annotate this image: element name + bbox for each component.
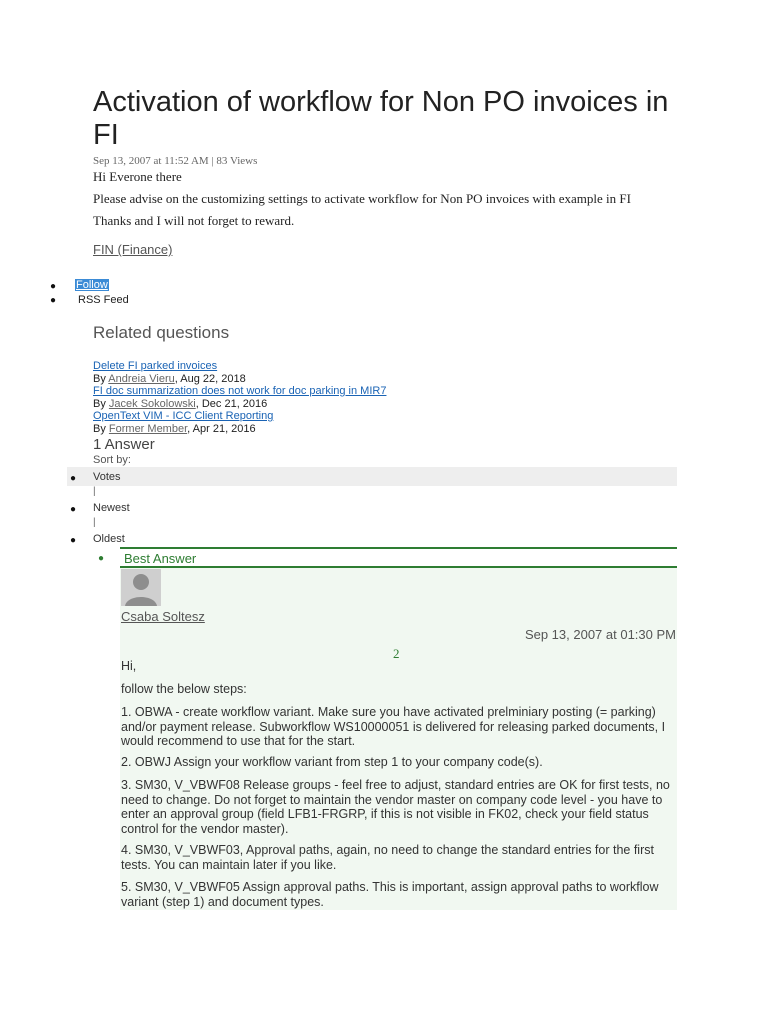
follow-button[interactable]: Follow xyxy=(76,279,108,291)
page-title: Activation of workflow for Non PO invoices in FI xyxy=(93,86,669,151)
related-question-link xyxy=(93,360,217,373)
question-thanks: Thanks and I will not forget to reward. xyxy=(93,213,295,228)
related-question-byline: By Jacek Sokolowski, Dec 21, 2016 xyxy=(93,398,268,410)
related-question-byline: By Andreia Vieru, Aug 22, 2018 xyxy=(93,373,246,385)
best-answer-bottom-rule xyxy=(120,566,677,568)
best-answer-top-rule xyxy=(120,547,677,549)
answer-date: Sep 13, 2007 at 01:30 PM xyxy=(524,627,676,642)
answer-paragraph: 5. SM30, V_VBWF05 Assign approval paths. This is important, assign approval paths to workflow variant (step 1) and document types. xyxy=(121,880,659,909)
sort-option-newest[interactable]: Newest xyxy=(93,502,130,514)
answer-paragraph: 4. SM30, V_VBWF03, Approval paths, again, no need to change the standard entries for the first tests. You can maintain later if you like. xyxy=(121,843,654,872)
sort-separator: | xyxy=(93,517,96,528)
related-author-link[interactable]: Former Member xyxy=(108,423,188,435)
answer-author-link[interactable]: Csaba Soltesz xyxy=(121,609,205,624)
bullet-icon: ● xyxy=(70,473,77,484)
bullet-icon: ● xyxy=(98,553,105,564)
bullet-icon: ● xyxy=(50,281,57,292)
related-question-link xyxy=(93,410,273,423)
related-question-byline: By Former Member, Apr 21, 2016 xyxy=(93,423,256,435)
question-greeting: Hi Everone there xyxy=(93,169,182,184)
answer-paragraph: Hi, xyxy=(121,659,137,673)
best-answer-label: Best Answer xyxy=(124,551,197,566)
question-meta: Sep 13, 2007 at 11:52 AM | 83 Views xyxy=(93,155,258,167)
answer-paragraph: follow the below steps: xyxy=(121,682,247,696)
bullet-icon: ● xyxy=(50,295,57,306)
answer-paragraph: 3. SM30, V_VBWF08 Release groups - feel free to adjust, standard entries are OK for first tests, no need to change. Do not forget to maintain the vendor master on company code level - you have to enter an approval group (field LFB1-FRGRP, if this is not visible in FK02, check your field status control for the vendor master). xyxy=(121,778,670,836)
related-author-link[interactable]: Jacek Sokolowski xyxy=(108,398,196,410)
sort-separator: | xyxy=(93,486,96,497)
related-question-title[interactable]: FI doc summarization does not work for doc parking in MIR7 xyxy=(93,385,387,397)
answers-count-heading: 1 Answer xyxy=(93,436,155,453)
related-author-link[interactable]: Andreia Vieru xyxy=(108,373,175,385)
question-body: Please advise on the customizing settings to activate workflow for Non PO invoices with example in FI xyxy=(93,191,631,206)
avatar[interactable] xyxy=(121,569,161,606)
rss-feed-link[interactable]: RSS Feed xyxy=(78,294,129,306)
tag-link[interactable]: FIN (Finance) xyxy=(93,242,173,257)
sort-option-votes[interactable]: Votes xyxy=(93,471,121,483)
sort-by-label: Sort by: xyxy=(93,454,131,466)
related-questions-heading: Related questions xyxy=(93,323,230,342)
answer-paragraph: 1. OBWA - create workflow variant. Make sure you have activated prelminiary posting (= parking) and/or payment release. Subworkflow WS10000051 is delivered for releasing parked documents, I would recommend to use that for the start. xyxy=(121,705,666,748)
user-silhouette-icon xyxy=(121,569,161,606)
vote-count: 2 xyxy=(393,646,400,661)
sort-bar xyxy=(67,467,677,486)
bullet-icon: ● xyxy=(70,535,77,546)
related-question-title[interactable]: OpenText VIM - ICC Client Reporting xyxy=(93,410,274,422)
answer-paragraph: 2. OBWJ Assign your workflow variant from step 1 to your company code(s). xyxy=(121,755,543,769)
related-question-link xyxy=(93,385,386,398)
bullet-icon: ● xyxy=(70,504,77,515)
related-question-title[interactable]: Delete FI parked invoices xyxy=(93,360,218,372)
sort-option-oldest[interactable]: Oldest xyxy=(93,533,125,545)
